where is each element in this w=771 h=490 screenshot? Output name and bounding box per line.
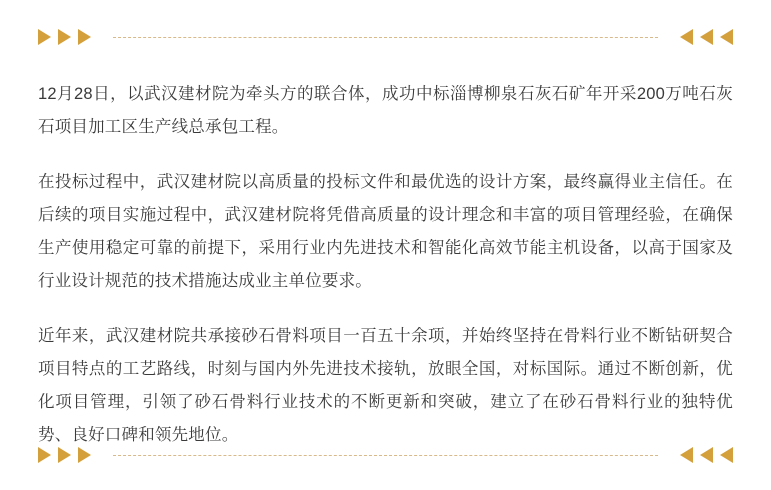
article-body [38,78,733,452]
bottom-ornament-row [0,440,771,470]
triangle-left-icon [700,447,713,463]
bottom-right-arrow-group [680,447,733,463]
triangle-right-icon [58,447,71,463]
triangle-right-icon [38,447,51,463]
triangle-right-icon [78,29,91,45]
paragraph-2: 在投标过程中，武汉建材院以高质量的投标文件和最优选的设计方案，最终赢得业主信任。在后续的项目实施过程中，武汉建材院将凭借高质量的设计理念和丰富的项目管理经验，在确保生产使用稳定可靠的前提下，采用行业内先进技术和智能化高效节能主机设备，以高于国家及行业设计规范的技术措施达成业主单位要求。 [38,173,733,290]
triangle-left-icon [680,447,693,463]
paragraph-3: 近年来，武汉建材院共承接砂石骨料项目一百五十余项，并始终坚持在骨料行业不断钻研契合项目特点的工艺路线，时刻与国内外先进技术接轨，放眼全国，对标国际。通过不断创新，优化项目管理，引领了砂石骨料行业技术的不断更新和突破，建立了在砂石骨料行业的独特优势、良好口碑和领先地位。 [38,327,733,444]
top-ornament-row [0,22,771,52]
triangle-left-icon [720,29,733,45]
triangle-right-icon [58,29,71,45]
triangle-left-icon [720,447,733,463]
top-dashed-divider [113,37,658,38]
top-right-arrow-group [680,29,733,45]
top-left-arrow-group [38,29,91,45]
triangle-right-icon [38,29,51,45]
triangle-left-icon [680,29,693,45]
bottom-left-arrow-group [38,447,91,463]
triangle-right-icon [78,447,91,463]
paragraph-1: 12月28日，以武汉建材院为牵头方的联合体，成功中标淄博柳泉石灰石矿年开采200万吨石灰石项目加工区生产线总承包工程。 [38,85,733,136]
bottom-dashed-divider [113,455,658,456]
triangle-left-icon [700,29,713,45]
